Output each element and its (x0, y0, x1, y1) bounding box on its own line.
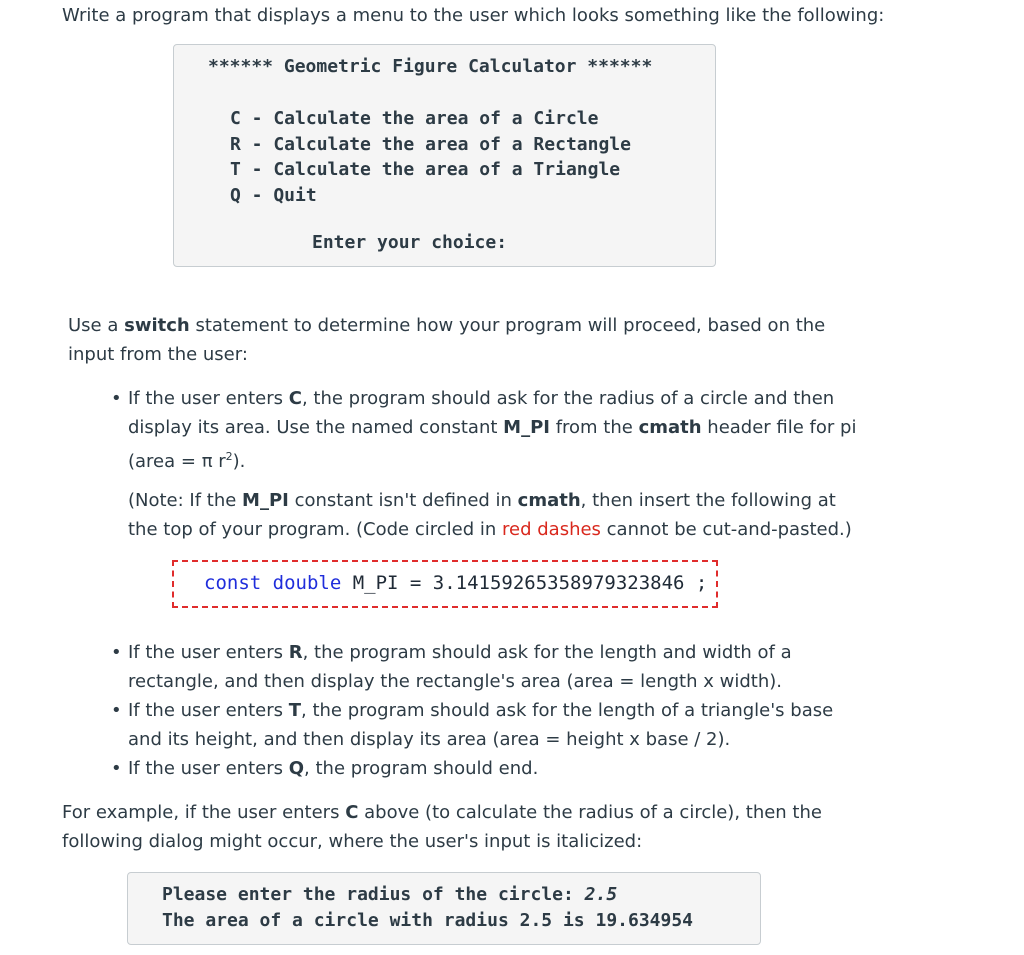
menu-option-rectangle: R - Calculate the area of a Rectangle (230, 133, 631, 155)
const-declaration: const double M_PI = 3.14159265358979323846 ; (204, 572, 708, 594)
menu-option-triangle: T - Calculate the area of a Triangle (230, 159, 621, 180)
menu-option-quit: Q - Quit (230, 184, 317, 206)
bullet-list-other (111, 638, 868, 783)
example-paragraph: For example, if the user enters C above (to calculate the radius of a circle), then the following dialog might occur, where the user's input is italicized: (62, 802, 822, 852)
list-item: • If the user enters C, the program should ask for the radius of a circle and then display its area. Use the named constant M_PI from the cmath header file for pi (area = π $r^2$). (128, 384, 868, 476)
dialog-line-2: The area of a circle with radius 2.5 is 19.634954 (162, 910, 694, 931)
switch-paragraph: Use a switch statement to determine how your program will proceed, based on the input from the user: (68, 315, 826, 365)
menu-option-circle: C - Calculate the area of a Circle (230, 108, 599, 129)
note-paragraph: (Note: If the M_PI constant isn't defined in cmath, then insert the following at the top of your program. (Code circled in red dashes cannot be cut-and-pasted.) (128, 490, 852, 540)
bullet-list-circle (111, 384, 868, 476)
bullet-icon: • (111, 758, 122, 779)
list-item: • If the user enters Q, the program should end. (128, 754, 868, 783)
menu-code-block (173, 44, 716, 267)
list-item: • If the user enters R, the program should ask for the length and width of a rectangle, and then display the rectangle's area (area = length x width). (128, 638, 868, 696)
menu-title: ****** Geometric Figure Calculator ****** (208, 56, 653, 77)
menu-options (230, 106, 631, 208)
menu-prompt: Enter your choice: (312, 232, 508, 253)
red-dashes-text: red dashes (502, 519, 601, 540)
bullet-icon: • (111, 388, 122, 409)
dialog-line-1: Please enter the radius of the circle: 2.5 (162, 884, 618, 905)
intro-text: Write a program that displays a menu to the user which looks something like the following: (62, 5, 885, 26)
switch-keyword: switch (124, 315, 190, 336)
user-input: 2.5 (584, 884, 618, 905)
dialog-code-block (127, 872, 761, 945)
list-item: • If the user enters T, the program should ask for the length of a triangle's base and its height, and then display its area (area = height x base / 2). (128, 696, 868, 754)
bullet-icon: • (111, 700, 122, 721)
const-code-image (172, 560, 718, 608)
bullet-icon: • (111, 642, 122, 663)
